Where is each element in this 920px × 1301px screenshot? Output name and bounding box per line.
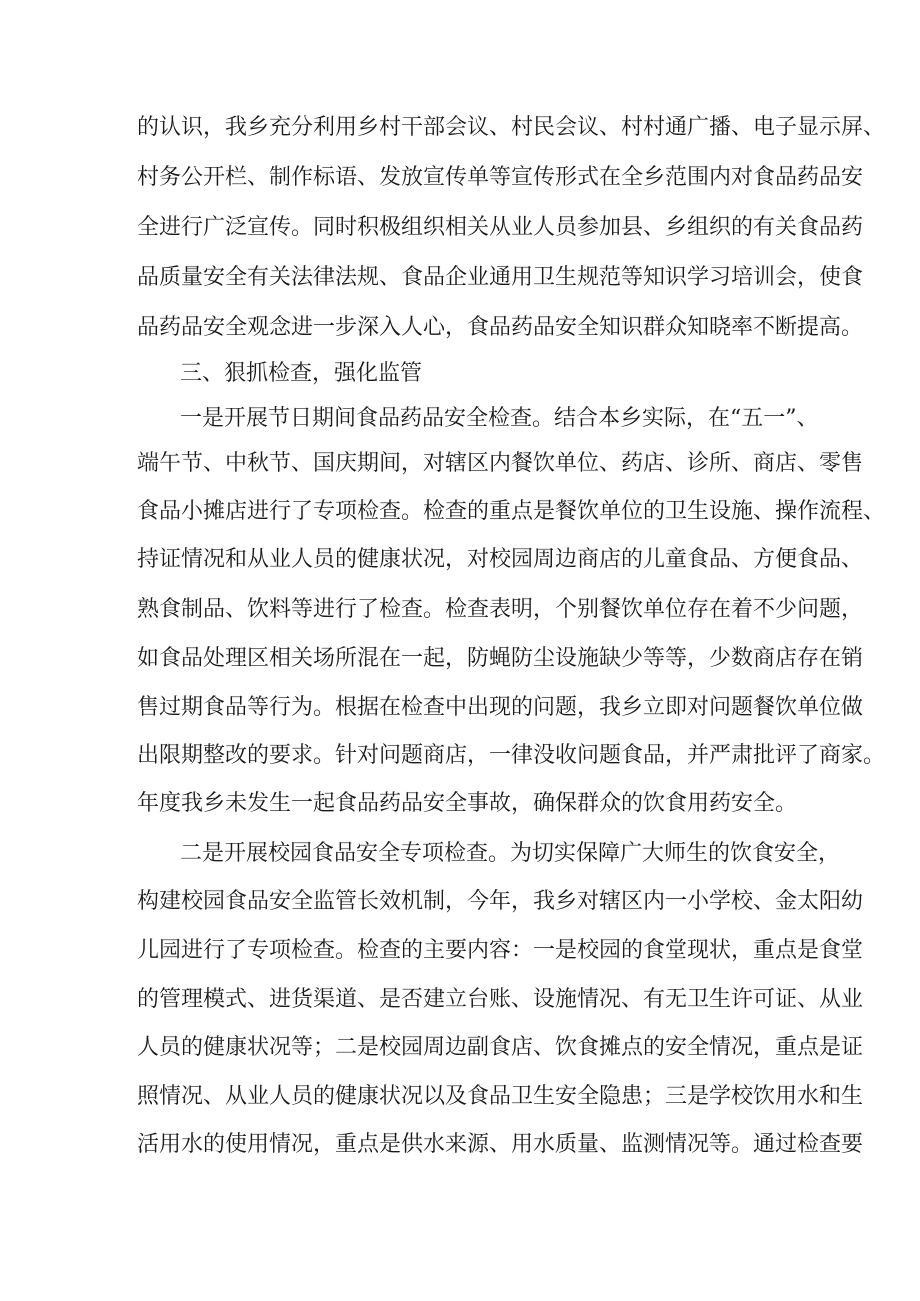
line-text: 村务公开栏、制作标语、发放宣传单等宣传形式在全乡范围内对食品药品安 [137, 165, 864, 190]
paragraph-line [0, 782, 920, 826]
paragraph-line [0, 256, 920, 300]
paragraph-line [0, 1123, 920, 1167]
paragraph-line [0, 442, 920, 486]
paragraph-line [0, 686, 920, 730]
line-text: 端午节、中秋节、国庆期间，对辖区内餐饮单位、药店、诊所、商店、零售 [137, 451, 864, 476]
line-text: 儿园进行了专项检查。检查的主要内容：一是校园的食堂现状，重点是食堂 [137, 938, 864, 963]
line-text: 照情况、从业人员的健康状况以及食品卫生安全隐患；三是学校饮用水和生 [137, 1084, 864, 1109]
paragraph-line [0, 397, 920, 441]
line-text: 构建校园食品安全监管长效机制，今年，我乡对辖区内一小学校、金太阳幼 [137, 889, 864, 914]
paragraph-line [0, 588, 920, 632]
paragraph-line [0, 538, 920, 582]
paragraph-line [0, 832, 920, 876]
paragraph-line [0, 106, 920, 150]
line-text: 人员的健康状况等；二是校园周边副食店、饮食摊点的安全情况，重点是证 [137, 1035, 864, 1060]
paragraph-line [0, 490, 920, 534]
section-heading-text: 三、狠抓检查，强化监管 [180, 361, 423, 386]
line-text: 品质量安全有关法律法规、食品企业通用卫生规范等知识学习培训会，使食 [137, 265, 864, 290]
line-text: 的管理模式、进货渠道、是否建立台账、设施情况、有无卫生许可证、从业 [137, 987, 864, 1012]
line-text: 二是开展校园食品安全专项检查。为切实保障广大师生的饮食安全， [180, 841, 841, 866]
line-text: 活用水的使用情况，重点是供水来源、用水质量、监测情况等。通过检查要 [137, 1132, 864, 1157]
line-text: 持证情况和从业人员的健康状况，对校园周边商店的儿童食品、方便食品、 [137, 547, 864, 572]
line-text: 品药品安全观念进一步深入人心，食品药品安全知识群众知晓率不断提高。 [137, 315, 864, 340]
paragraph-line [0, 880, 920, 924]
line-text: 食品小摊店进行了专项检查。检查的重点是餐饮单位的卫生设施、操作流程、 [137, 499, 886, 524]
paragraph-line [0, 1026, 920, 1070]
paragraph-line [0, 637, 920, 681]
paragraph-line [0, 929, 920, 973]
paragraph-line [0, 978, 920, 1022]
line-text: 如食品处理区相关场所混在一起，防蝇防尘设施缺少等等，少数商店存在销 [137, 646, 864, 671]
line-text: 售过期食品等行为。根据在检查中出现的问题，我乡立即对问题餐饮单位做 [137, 695, 864, 720]
line-text: 的认识，我乡充分利用乡村干部会议、村民会议、村村通广播、电子显示屏、 [137, 115, 886, 140]
line-text: 全进行广泛宣传。同时积极组织相关从业人员参加县、乡组织的有关食品药 [137, 215, 864, 240]
section-heading [0, 352, 920, 396]
line-text: 年度我乡未发生一起食品药品安全事故，确保群众的饮食用药安全。 [137, 791, 798, 816]
paragraph-line [0, 1075, 920, 1119]
paragraph-line [0, 206, 920, 250]
paragraph-line [0, 156, 920, 200]
paragraph-line [0, 734, 920, 778]
line-text: 出限期整改的要求。针对问题商店，一律没收问题食品，并严肃批评了商家。 [137, 743, 886, 768]
paragraph-line [0, 306, 920, 350]
line-text: 一是开展节日期间食品药品安全检查。结合本乡实际，在“五一”、 [180, 406, 819, 431]
line-text: 熟食制品、饮料等进行了检查。检查表明，个别餐饮单位存在着不少问题， [137, 597, 864, 622]
